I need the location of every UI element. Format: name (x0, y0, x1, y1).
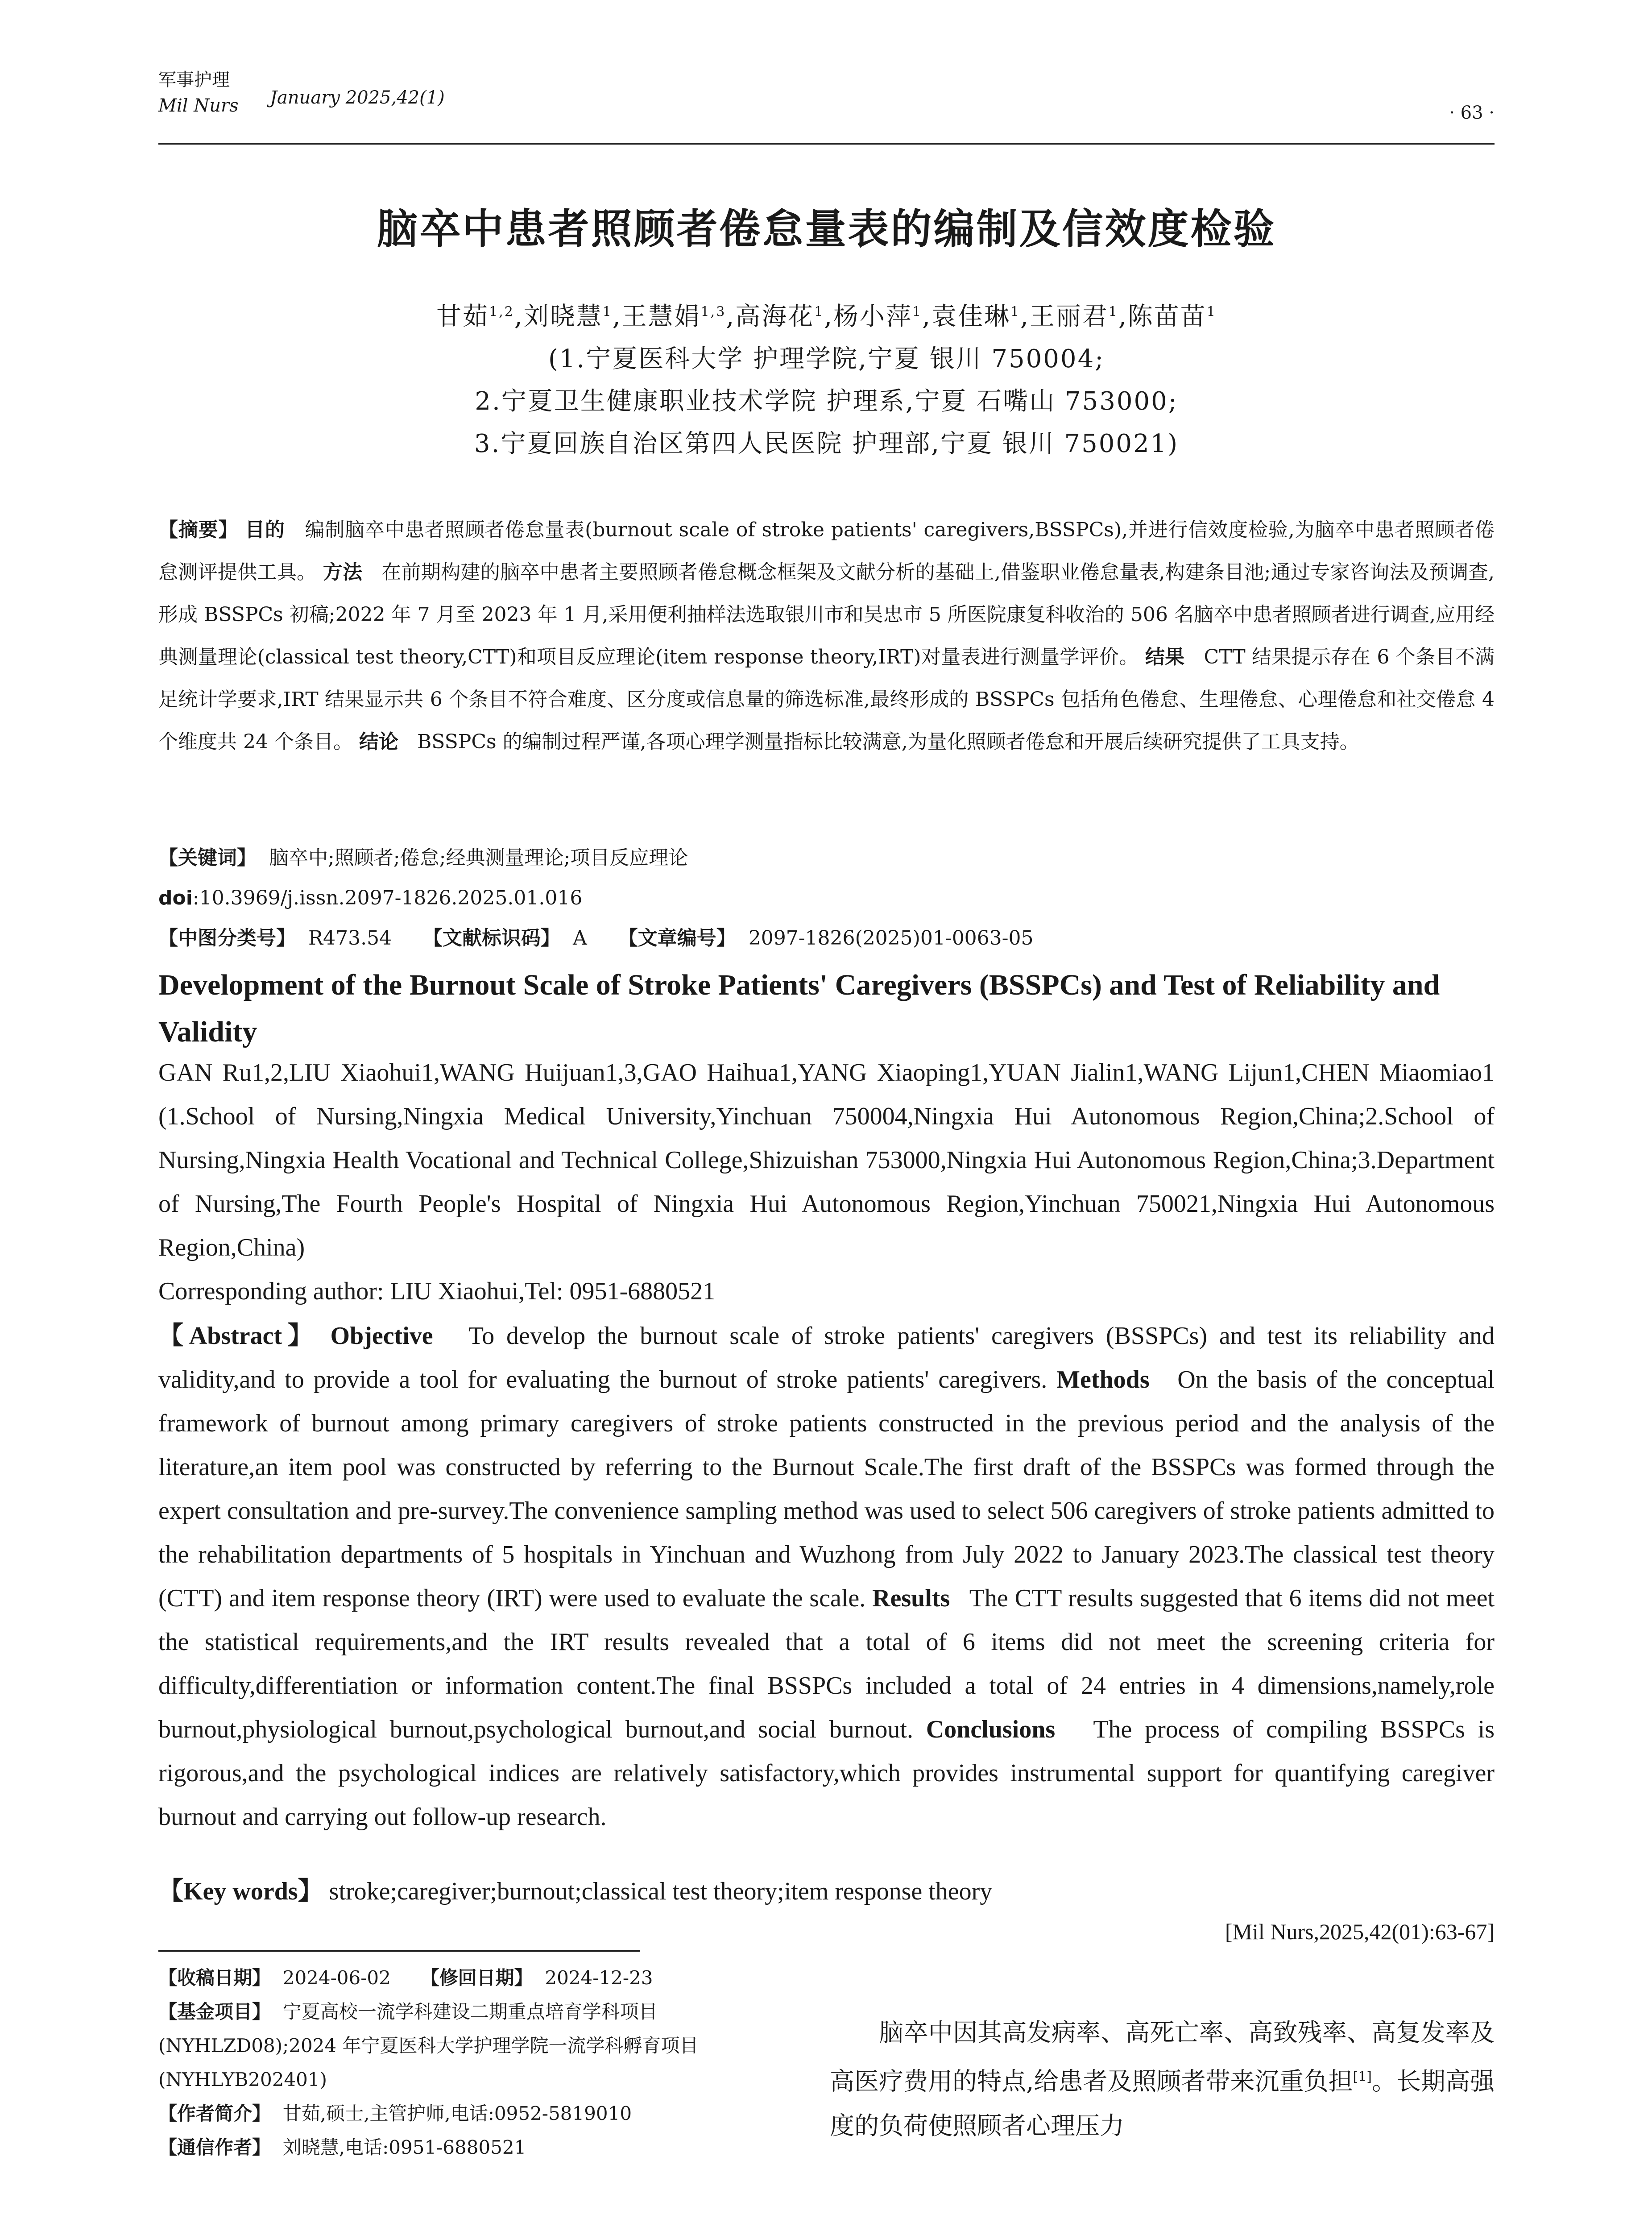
zh-keywords (158, 837, 1495, 879)
zh-results: CTT 结果提示存在 6 个条目不满足统计学要求,IRT 结果显示共 6 个条目不符合难度、区分度或信息量的筛选标准,最终形成的 BSSPCs 包括角色倦怠、生理倦怠、心理倦怠和社交倦怠 4 个维度共 24 个条目。 (158, 646, 1495, 753)
corresponding-author: Corresponding author: LIU Xiaohui,Tel: 0951-6880521 (158, 1277, 716, 1305)
doi-value[interactable]: :10.3969/j.issn.2097-1826.2025.01.016 (192, 887, 583, 909)
author-affiliation-mark: 1 (1206, 304, 1217, 320)
zh-conclusion: BSSPCs 的编制过程严谨,各项心理学测量指标比较满意,为量化照顾者倦怠和开展后续研究提供了工具支持。 (417, 730, 1359, 753)
author-name: 陈苗苗 (1127, 302, 1207, 331)
en-conclusions: The process of compiling BSSPCs is rigorous,and the psychological indices are relatively satisfactory,which provides instrumental support for quantifying caregiver burnout and carrying out follow-up research. (158, 1716, 1495, 1831)
reference-marker[interactable]: [1] (1353, 2069, 1372, 2085)
journal-name (158, 67, 239, 119)
classification-line (158, 917, 1495, 959)
author-name: 袁佳琳 (931, 302, 1010, 331)
author-name: 高海花 (735, 302, 815, 331)
footnotes (158, 1961, 805, 2165)
page-number: · 63 · (1449, 103, 1495, 123)
body-paragraph (830, 2010, 1495, 2148)
en-methods-label: Methods (1056, 1366, 1150, 1393)
zh-objective-label: 目的 (245, 518, 285, 541)
author-name: 杨小萍 (833, 302, 913, 331)
zh-abstract-label: 【摘要】 (158, 518, 239, 541)
en-keywords-text: stroke;caregiver;burnout;classical test theory;item response theory (329, 1878, 993, 1905)
clc-value: R473.54 (308, 927, 392, 950)
en-methods: On the basis of the conceptual framework of burnout among primary caregivers of stroke patients constructed in the previous period and the analysis of the literature,an item pool was constructed by referring to the Burnout Scale.The first draft of the BSSPCs was formed through the expert consultation and pre-survey.The convenience sampling method was used to select 506 caregivers of stroke patients admitted to the rehabilitation departments of 5 hospitals in Yinchuan and Wuzhong from July 2022 to January 2023.The classical test theory (CTT) and item response theory (IRT) were used to evaluate the scale. (158, 1366, 1495, 1612)
doc-code-label: 【文献标识码】 (423, 927, 561, 950)
en-objective: To develop the burnout scale of stroke patients' caregivers (BSSPCs) and test its reliability and validity,and to provide a tool for evaluating the burnout of stroke patients' caregivers. (158, 1322, 1495, 1393)
body-text-continued: 。长期高强度的负荷使照顾者心理压力 (830, 2067, 1495, 2140)
zh-objective: 编制脑卒中患者照顾者倦怠量表(burnout scale of stroke patients' caregivers,BSSPCs),并进行信效度检验,为脑卒中患者照顾者倦怠测评提供工具。 (158, 518, 1495, 584)
journal-name-en: Mil Nurs (158, 95, 239, 116)
author-affiliation-mark: 1,3 (700, 304, 726, 320)
fund-text: 宁夏高校一流学科建设二期重点培育学科项目(NYHLZD08);2024 年宁夏医科大学护理学院一流学科孵育项目(NYHLYB202401) (158, 2001, 699, 2090)
author-bio-line (158, 2097, 805, 2131)
affiliation-2: 2.宁夏卫生健康职业技术学院 护理系,宁夏 石嘴山 753000; (475, 387, 1178, 416)
author-affiliation-mark: 1 (602, 304, 613, 320)
zh-conclusion-label: 结论 (359, 730, 398, 753)
en-keywords-label: 【Key words】 (158, 1878, 323, 1905)
doi-line (158, 877, 1495, 919)
english-author-affiliations: GAN Ru1,2,LIU Xiaohui1,WANG Huijuan1,3,GAO Haihua1,YANG Xiaoping1,YUAN Jialin1,WANG Lijun1,CHEN Miaomiao1 (1.School of Nursing,Ningxia Medical University,Yinchuan 750004,Ningxia Hui Autonomous Region,China;2.School of Nursing,Ningxia Health Vocational and Technical College,Shizuishan 753000,Ningxia Hui Autonomous Region,China;3.Department of Nursing,The Fourth People's Hospital of Ningxia Hui Autonomous Region,Yinchuan 750021,Ningxia Hui Autonomous Region,China) (158, 1059, 1495, 1261)
corresponding-label: 【通信作者】 (158, 2136, 271, 2158)
author-name: 王丽君 (1029, 302, 1109, 331)
doi-label: doi (158, 887, 193, 909)
en-abstract-label: 【Abstract】 (158, 1322, 319, 1350)
author-bio-label: 【作者简介】 (158, 2102, 271, 2124)
fund-label: 【基金项目】 (158, 2001, 271, 2023)
footnote-rule (158, 1950, 640, 1952)
en-objective-label: Objective (330, 1322, 433, 1350)
received-date: 2024-06-02 (282, 1967, 391, 1989)
author-name: 刘晓慧 (523, 302, 603, 331)
running-header (158, 67, 1495, 145)
journal-name-cn: 军事护理 (158, 70, 230, 90)
article-no-value: 2097-1826(2025)01-0063-05 (748, 927, 1034, 950)
article-title: 脑卒中患者照顾者倦怠量表的编制及信效度检验 (377, 205, 1276, 253)
revised-date: 2024-12-23 (545, 1967, 653, 1989)
author-line: 甘茹$^{1,2}$,刘晓慧$^1$,王慧娟$^{1,3}$,高海花$^1$,杨小萍$^1$,袁佳琳$^1$,王丽君$^1$,陈苗苗$^1$ (436, 302, 1217, 331)
zh-abstract (158, 509, 1495, 763)
author-affiliation-mark: 1 (1108, 304, 1118, 320)
body-text: 脑卒中因其高发病率、高死亡率、高致残率、高复发率及高医疗费用的特点,给患者及照顾者带来沉重负担 (830, 2018, 1495, 2096)
zh-keywords-text: 脑卒中;照顾者;倦怠;经典测量理论;项目反应理论 (269, 846, 688, 869)
author-name: 王慧娟 (621, 302, 701, 331)
doc-code-value: A (573, 927, 587, 950)
en-conclusions-label: Conclusions (926, 1716, 1056, 1743)
corresponding-text: 刘晓慧,电话:0951-6880521 (282, 2136, 526, 2158)
author-name: 甘茹 (436, 302, 489, 331)
issue-date: January 2025,42(1) (270, 87, 445, 108)
affiliation-1: (1.宁夏医科大学 护理学院,宁夏 银川 750004; (548, 344, 1105, 373)
received-date-line (158, 1961, 805, 1995)
english-authors (158, 1051, 1495, 1313)
english-title: Development of the Burnout Scale of Stroke Patients' Caregivers (BSSPCs) and Test of Reliability and Validity (158, 969, 1440, 1048)
english-keywords (158, 1870, 1495, 1913)
citation: [Mil Nurs,2025,42(01):63-67] (1225, 1919, 1495, 1944)
en-results: The CTT results suggested that 6 items did not meet the statistical requirements,and the IRT results revealed that a total of 6 items did not meet the screening criteria for difficulty,differentiation or information content.The final BSSPCs included a total of 24 entries in 4 dimensions,namely,role burnout,physiological burnout,psychological burnout,and social burnout. (158, 1584, 1495, 1743)
author-affiliation-mark: 1 (912, 304, 923, 320)
received-label: 【收稿日期】 (158, 1967, 271, 1989)
author-affiliation-mark: 1 (1010, 304, 1021, 320)
corresponding-line (158, 2131, 805, 2165)
author-affiliation-mark: 1 (814, 304, 824, 320)
zh-methods-label: 方法 (323, 561, 363, 584)
en-results-label: Results (872, 1584, 950, 1612)
zh-methods: 在前期构建的脑卒中患者主要照顾者倦怠概念框架及文献分析的基础上,借鉴职业倦怠量表,构建条目池;通过专家咨询法及预调查,形成 BSSPCs 初稿;2022 年 7 月至 2023 年 1 月,采用便利抽样法选取银川市和吴忠市 5 所医院康复科收治的 506 名脑卒中患者照顾者进行调查,应用经典测量理论(classical test theory,CTT)和项目反应理论(item response theory,IRT)对量表进行测量学评价。 (158, 561, 1495, 668)
revised-label: 【修回日期】 (420, 1967, 533, 1989)
affiliation-3: 3.宁夏回族自治区第四人民医院 护理部,宁夏 银川 750021) (474, 429, 1179, 458)
fund-line (158, 1995, 805, 2097)
zh-keywords-label: 【关键词】 (158, 846, 257, 869)
zh-results-label: 结果 (1145, 646, 1185, 668)
author-bio: 甘茹,硕士,主管护师,电话:0952-5819010 (282, 2102, 632, 2124)
article-no-label: 【文章编号】 (618, 927, 736, 950)
clc-label: 【中图分类号】 (158, 927, 296, 950)
english-abstract (158, 1314, 1495, 1839)
author-affiliation-mark: 1,2 (489, 304, 514, 320)
